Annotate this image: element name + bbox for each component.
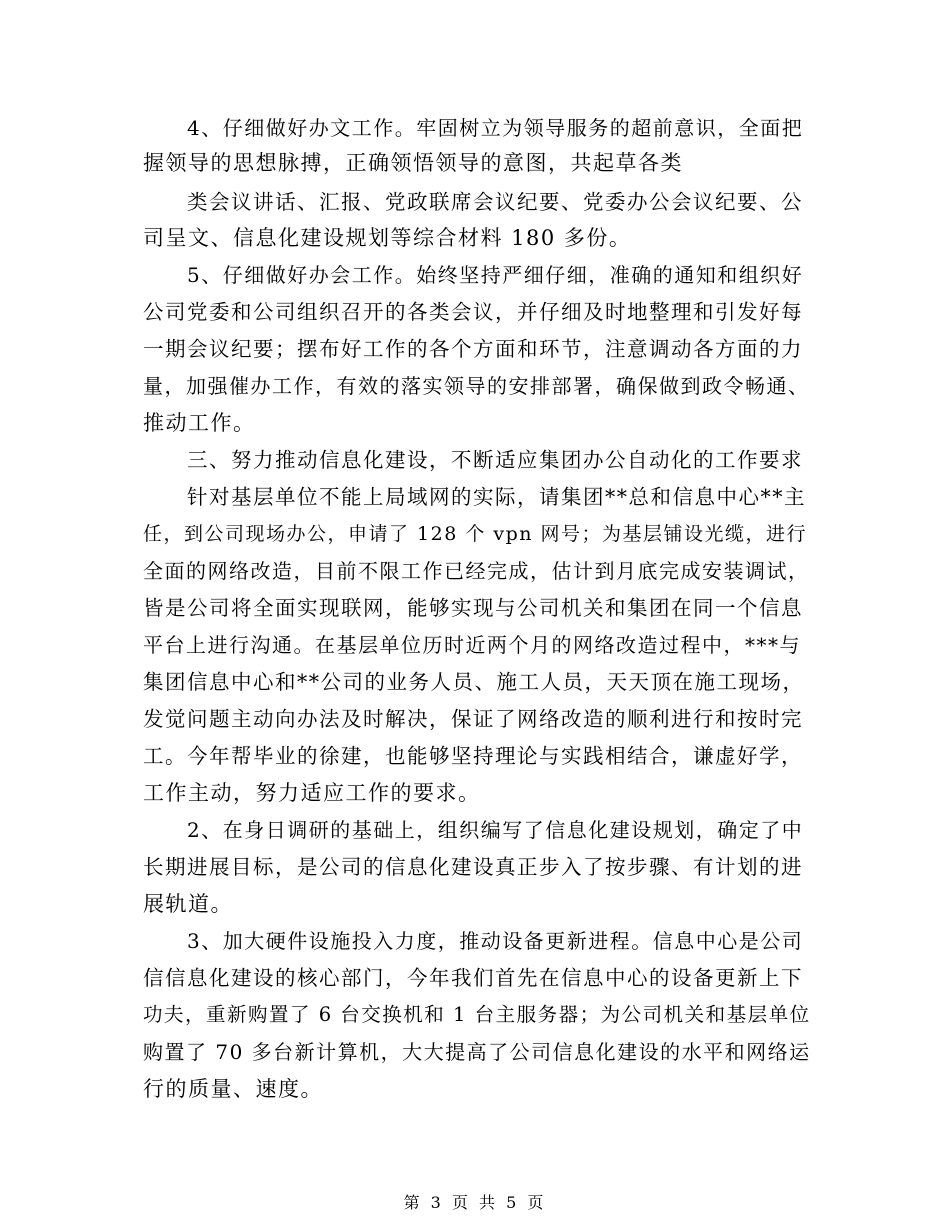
body-line: 针对基层单位不能上局域网的实际，请集团**总和信息中心**主 xyxy=(187,485,806,509)
body-line: 司呈文、信息化建设规划等综合材料 180 多份。 xyxy=(143,226,632,250)
body-line: 3、加大硬件设施投入力度，推动设备更新进程。信息中心是公司 xyxy=(187,929,804,953)
body-line: 一期会议纪要；摆布好工作的各个方面和环节，注意调动各方面的力 xyxy=(143,337,803,361)
body-line: 5、仔细做好办会工作。始终坚持严细仔细，准确的通知和组织好 xyxy=(187,263,804,287)
body-line: 量，加强催办工作，有效的落实领导的安排部署，确保做到政令畅通、 xyxy=(143,374,810,398)
body-line: 推动工作。 xyxy=(143,411,256,435)
body-line: 工作主动，努力适应工作的要求。 xyxy=(143,781,481,805)
body-line: 购置了 70 多台新计算机，大大提高了公司信息化建设的水平和网络运 xyxy=(143,1040,811,1064)
body-line: 工。今年帮毕业的徐建，也能够坚持理论与实践相结合，谦虚好学， xyxy=(143,744,803,768)
body-line: 全面的网络改造，目前不限工作已经完成，估计到月底完成安装调试， xyxy=(143,559,810,583)
body-line: 4、仔细做好办文工作。牢固树立为领导服务的超前意识，全面把 xyxy=(187,116,804,140)
body-line: 皆是公司将全面实现联网，能够实现与公司机关和集团在同一个信息 xyxy=(143,596,803,620)
body-line: 任，到公司现场办公，申请了 128 个 vpn 网号；为基层铺设光缆，进行 xyxy=(143,523,808,545)
body-line: 类会议讲话、汇报、党政联席会议纪要、党委办公会议纪要、公 xyxy=(187,190,803,214)
body-line: 信信息化建设的核心部门，今年我们首先在信息中心的设备更新上下 xyxy=(143,966,803,990)
section-heading: 三、努力推动信息化建设，不断适应集团办公自动化的工作要求 xyxy=(187,448,803,472)
body-line: 公司党委和公司组织召开的各类会议，并仔细及时地整理和引发好每 xyxy=(143,300,803,324)
page-number-footer: 第 3 页 共 5 页 xyxy=(403,1193,547,1212)
body-line: 集团信息中心和**公司的业务人员、施工人员，天天顶在施工现场， xyxy=(143,670,805,694)
body-line: 展轨道。 xyxy=(143,892,233,916)
body-line: 发觉问题主动向办法及时解决，保证了网络改造的顺利进行和按时完 xyxy=(143,707,803,731)
body-line: 2、在身日调研的基础上，组织编写了信息化建设规划，确定了中 xyxy=(187,818,804,842)
body-line: 功夫，重新购置了 6 台交换机和 1 台主服务器；为公司机关和基层单位 xyxy=(143,1003,811,1026)
body-line: 平台上进行沟通。在基层单位历时近两个月的网络改造过程中，***与 xyxy=(143,633,801,657)
body-line: 长期进展目标，是公司的信息化建设真正步入了按步骤、有计划的进 xyxy=(143,855,803,879)
body-line: 握领导的思想脉搏，正确领悟领导的意图，共起草各类 xyxy=(143,151,683,175)
body-line: 行的质量、速度。 xyxy=(143,1077,323,1101)
